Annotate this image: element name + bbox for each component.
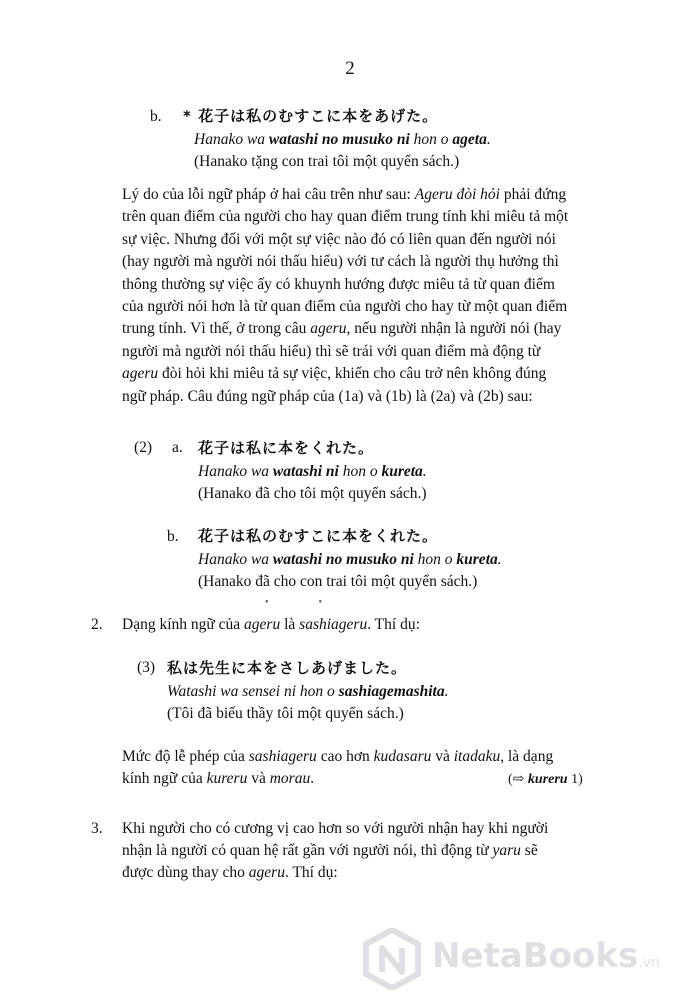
- romaji-part: .: [422, 463, 427, 480]
- text-run-italic: morau: [269, 770, 311, 787]
- text-run: phải đứng: [499, 186, 567, 203]
- romaji-sentence: [167, 683, 449, 701]
- text-run: đòi hỏi khi miêu tả sự việc, khiến cho câu trở nên không đúng: [158, 365, 547, 383]
- arrow-right-icon: ⇨: [512, 772, 525, 787]
- paragraph-line: [122, 320, 561, 338]
- paragraph-line: [122, 365, 546, 383]
- translation: (Tôi đã biếu thầy tôi một quyển sách.): [167, 705, 404, 722]
- romaji-part: Hanako wa: [198, 463, 273, 480]
- cross-reference: (⇨ kureru 1): [508, 772, 583, 787]
- paragraph-line: [122, 231, 556, 249]
- text-run-italic: Ageru đòi hỏi: [414, 186, 500, 203]
- romaji-sentence: [194, 131, 491, 149]
- text-run: ngữ pháp. Câu đúng ngữ pháp của (1a) và (1b) là (2a) và (2b) sau:: [122, 387, 533, 405]
- text-run: người mà người nói thấu hiểu) thì sẽ trái với quan điểm mà động từ: [122, 342, 541, 360]
- paragraph-line: [122, 343, 540, 361]
- text-run: . Thí dụ:: [367, 616, 420, 633]
- text-run-italic: yaru: [492, 842, 521, 859]
- text-run: là: [280, 616, 300, 633]
- text-run-italic: ageru: [244, 616, 281, 633]
- japanese-sentence: 私は先生に本をさしあげました。: [167, 659, 408, 677]
- text-run-italic: itadaku: [453, 748, 501, 765]
- item-text: [122, 616, 420, 634]
- text-run: trên quan điểm của người cho hay quan điểm trung tính khi miêu tả một: [122, 208, 569, 226]
- romaji-bold: kureta: [381, 463, 423, 480]
- romaji-part: Hanako wa: [198, 551, 273, 568]
- watermark: [362, 928, 692, 998]
- item-number: 3.: [91, 820, 103, 837]
- romaji-bold: kureta: [456, 551, 498, 568]
- text-run: và: [431, 748, 454, 765]
- text-run: thông thường sự việc ấy có khuynh hướng được miêu tả từ quan điểm: [122, 275, 555, 293]
- romaji-part: .: [497, 551, 502, 568]
- text-run-italic: kudasaru: [373, 748, 432, 765]
- romaji-part: hon o: [338, 463, 382, 480]
- text-run: Lý do của lỗi ngữ pháp ở hai câu trên như sau:: [122, 186, 415, 203]
- paragraph-line: Khi người cho có cương vị cao hơn so với người nhận hay khi người: [122, 820, 549, 837]
- text-run-italic: ageru: [122, 365, 159, 383]
- text-run-italic: kureru: [206, 770, 248, 787]
- translation: (Hanako tặng con trai tôi một quyển sách.): [194, 153, 460, 170]
- example-number: (2): [134, 439, 153, 456]
- japanese-sentence: 花子は私のむすこに本をくれた。: [198, 527, 439, 545]
- text-run: . Thí dụ:: [284, 864, 338, 881]
- romaji-part: hon o: [413, 551, 457, 568]
- text-run: sự việc. Nhưng đối với một sự việc nào đó có liên quan đến người nói: [122, 230, 556, 248]
- japanese-sentence: * 花子は私のむすこに本をあげた。: [183, 107, 439, 125]
- example-label: b.: [167, 528, 179, 545]
- text-run: trung tính. Vì thế, ở trong câu: [122, 320, 311, 338]
- item-number: 2.: [91, 616, 103, 633]
- example-label: a.: [172, 439, 183, 456]
- text-run-italic: sashiageru: [299, 616, 368, 633]
- example-number: (3): [137, 659, 156, 676]
- paragraph-line: [122, 770, 314, 788]
- text-run-italic: ageru: [248, 864, 285, 881]
- paragraph-line: [122, 748, 553, 766]
- paragraph-line: [122, 208, 568, 226]
- text-run: và: [247, 770, 270, 787]
- paragraph-line: [122, 864, 338, 882]
- romaji-part: .: [486, 131, 491, 148]
- watermark-text: [432, 936, 660, 976]
- text-run: .: [310, 770, 315, 787]
- paragraph-line: [122, 186, 566, 204]
- example-label: b.: [150, 108, 162, 125]
- text-run: cao hơn: [316, 748, 374, 765]
- page-number: 2: [345, 58, 355, 79]
- romaji-bold: watashi ni: [272, 463, 339, 480]
- translation: (Hanako đã cho tôi một quyển sách.): [198, 485, 427, 502]
- romaji-bold: watashi no musuko ni: [272, 551, 414, 568]
- text-run: , nếu người nhận là người nói (hay: [346, 320, 562, 338]
- romaji-bold: sashiagemashita: [338, 683, 445, 700]
- paragraph-line: [122, 276, 555, 294]
- text-run: kính ngữ của: [122, 770, 207, 787]
- text-run-italic: sashiageru: [248, 748, 317, 765]
- watermark-brand: NetaBooks: [432, 936, 639, 976]
- text-run: được dùng thay cho: [122, 864, 249, 881]
- paragraph-line: [122, 298, 567, 316]
- romaji-part: Watashi wa sensei ni hon o: [167, 683, 339, 700]
- text-run-italic: ageru: [310, 320, 347, 338]
- romaji-part: .: [444, 683, 449, 700]
- text-run: của người nói hơn là từ quan điểm của người cho hay từ một quan điểm: [122, 298, 568, 315]
- romaji-bold: watashi no musuko ni: [268, 131, 410, 148]
- text-run: (hay người mà người nói thấu hiểu) với tư cách là người thụ hưởng thì: [122, 253, 559, 271]
- watermark-suffix: .vn: [638, 955, 660, 971]
- paragraph-line: [122, 388, 533, 406]
- text-run: Mức độ lễ phép của: [122, 748, 249, 765]
- reference-word: kureru: [527, 772, 568, 787]
- paragraph-line: [122, 842, 538, 860]
- scan-speck: • •: [265, 597, 323, 608]
- romaji-part: Hanako wa: [194, 131, 269, 148]
- romaji-sentence: [198, 463, 427, 481]
- text-run: sẽ: [520, 842, 538, 859]
- reference-number: 1): [567, 772, 583, 787]
- romaji-sentence: [198, 551, 502, 569]
- netabooks-logo-icon: [362, 928, 422, 990]
- text-run: , là dạng: [500, 748, 554, 765]
- text-run: Dạng kính ngữ của: [122, 616, 245, 633]
- romaji-bold: ageta: [452, 131, 487, 148]
- japanese-sentence: 花子は私に本をくれた。: [198, 439, 375, 457]
- romaji-part: hon o: [409, 131, 453, 148]
- text-run: nhận là người có quan hệ rất gần với người nói, thì động từ: [122, 842, 493, 859]
- paragraph-line: [122, 253, 559, 271]
- translation: (Hanako đã cho con trai tôi một quyển sách.): [198, 573, 478, 590]
